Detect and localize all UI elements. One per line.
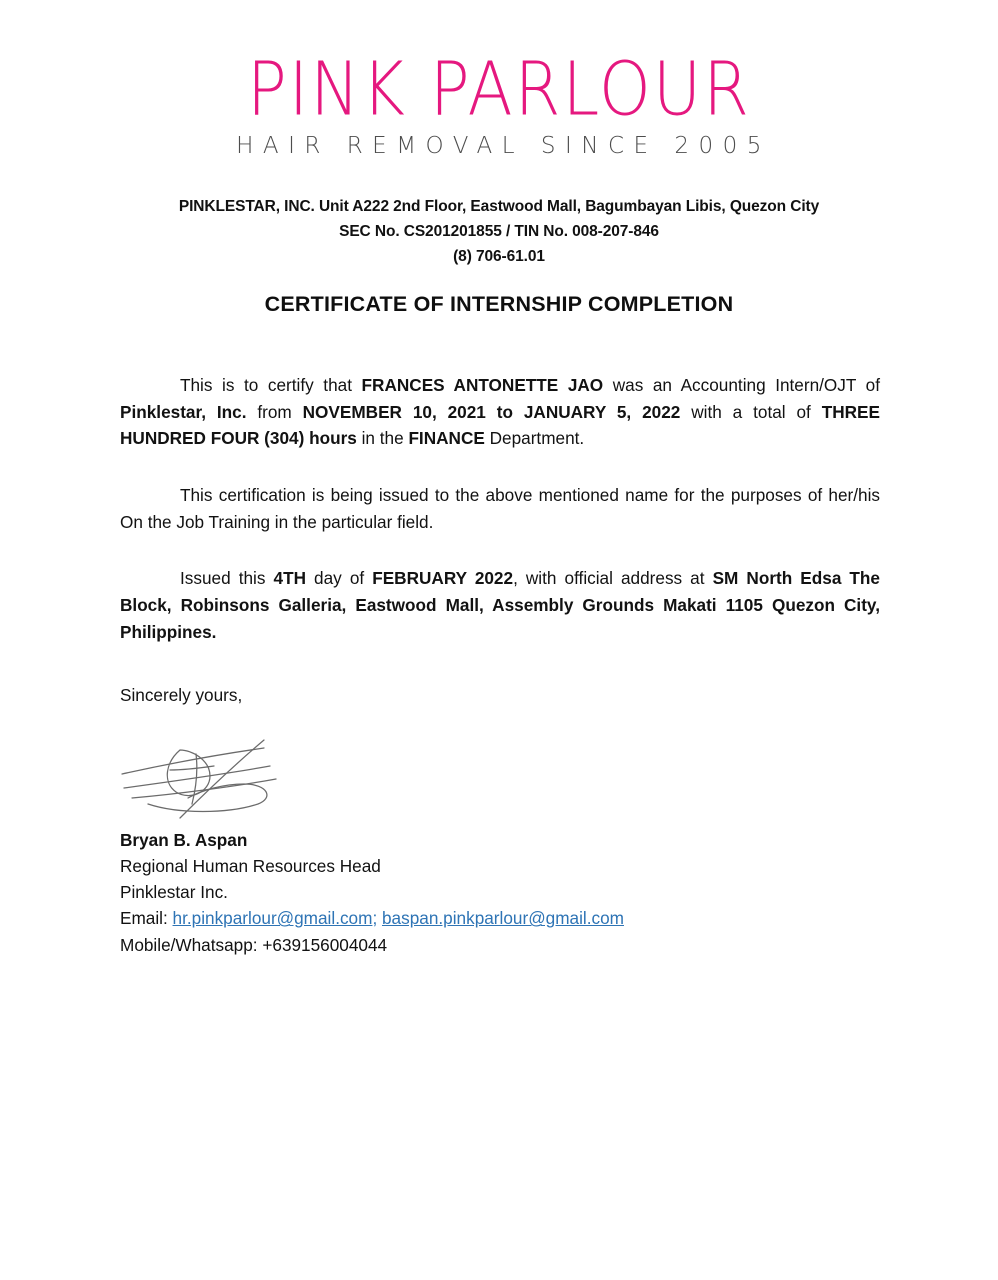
company-phone-line: (8) 706-61.01 <box>453 248 545 266</box>
p1-text-1: This is to certify that <box>180 375 362 395</box>
signatory-mobile: Mobile/Whatsapp: +639156004044 <box>120 934 388 955</box>
p1-text-5: in the <box>356 428 409 449</box>
intern-name: FRANCES ANTONETTE JAO <box>361 375 604 395</box>
closing-salutation: Sincerely yours, <box>120 685 243 705</box>
email-link-primary[interactable]: hr.pinkparlour@gmail.com <box>172 908 373 929</box>
paragraph-purpose: This certification is being issued to the above mentioned name for the purposes of her/his On the Job Training in the particular field. <box>120 484 880 532</box>
paragraph-issuance <box>120 565 880 645</box>
signature-image <box>118 726 308 821</box>
signatory-company: Pinklestar Inc. <box>120 882 228 903</box>
signatory-email-line <box>120 905 624 931</box>
signatory-position: Regional Human Resources Head <box>120 856 381 877</box>
p3-text-1: Issued this <box>180 568 274 589</box>
p1-text-6: Department. <box>484 428 585 449</box>
brand-logo <box>0 46 998 160</box>
official-address: SM North Edsa The Block, Robinsons Galleria, Eastwood Mall, Assembly Grounds Makati 1105 Quezon City, Philippines. <box>120 568 880 642</box>
department-name: FINANCE <box>408 428 485 449</box>
company-address-line: PINKLESTAR, INC. Unit A222 2nd Floor, Eastwood Mall, Bagumbayan Libis, Quezon City <box>178 198 820 215</box>
brand-tagline: HAIR REMOVAL SINCE 2005 <box>236 133 771 160</box>
company-registration-line: SEC No. CS201201855 / TIN No. 008-207-846 <box>339 223 659 241</box>
signatory-name: Bryan B. Aspan <box>120 830 248 850</box>
total-hours: THREE HUNDRED FOUR (304) hours <box>120 401 880 449</box>
brand-wordmark: PINK PARLOUR <box>246 46 751 133</box>
company-header <box>0 194 998 269</box>
p3-text-3: , with official address at <box>513 568 713 589</box>
email-separator: ; <box>372 908 378 929</box>
issue-month-year: FEBRUARY 2022 <box>372 568 514 589</box>
internship-dates: NOVEMBER 10, 2021 to JANUARY 5, 2022 <box>302 401 681 422</box>
email-label: Email: <box>120 908 173 929</box>
issue-day: 4TH <box>273 568 306 589</box>
p1-text-3: from <box>246 401 303 422</box>
email-link-secondary[interactable]: baspan.pinkparlour@gmail.com <box>382 908 624 929</box>
p1-text-2: was an Accounting Intern/OJT of <box>603 375 880 395</box>
document-body <box>120 372 880 645</box>
company-name: Pinklestar, Inc. <box>120 401 247 422</box>
signatory-block <box>120 827 624 958</box>
p1-text-4: with a total of <box>680 401 822 422</box>
p3-text-2: day of <box>306 568 373 589</box>
document-title: CERTIFICATE OF INTERNSHIP COMPLETION <box>264 292 734 316</box>
paragraph-certification <box>120 372 880 452</box>
